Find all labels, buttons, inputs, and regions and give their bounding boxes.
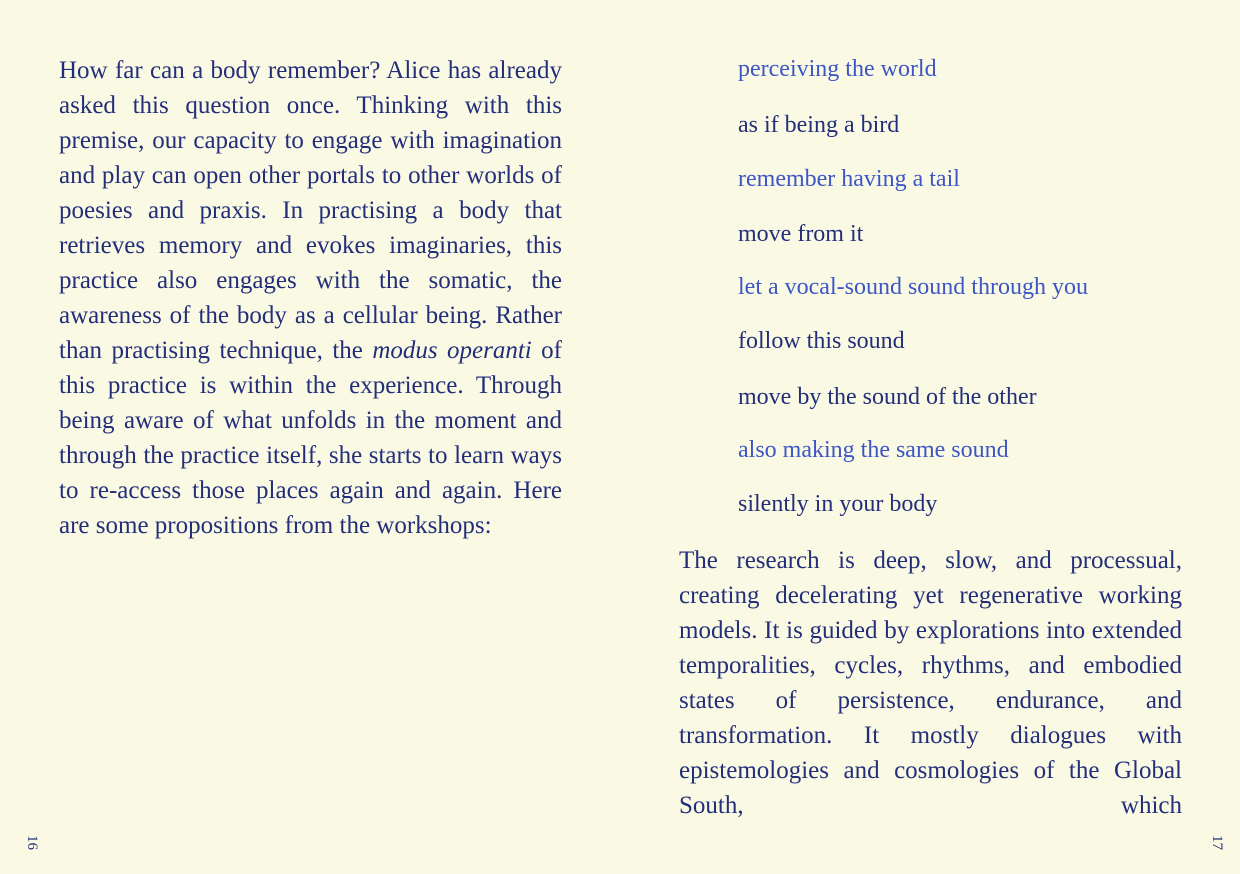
- page-number-left: 16: [24, 835, 40, 850]
- right-page: [620, 0, 1240, 874]
- poem-line: follow this sound: [738, 328, 905, 354]
- poem-line: let a vocal-sound sound through you: [738, 274, 1088, 300]
- poem-line: silently in your body: [738, 491, 938, 517]
- poem-line: move from it: [738, 221, 864, 247]
- poem-line: as if being a bird: [738, 112, 900, 138]
- poem-line: move by the sound of the other: [738, 384, 1037, 410]
- left-paragraph-italic: modus operanti: [372, 337, 532, 364]
- poem-line: also making the same sound: [738, 437, 1009, 463]
- left-paragraph-text-1: How far can a body remember? Alice has already asked this question once. Thinking with this premise, our capacity to engage with imagination and play can open other portals to other worlds of poesies and praxis. In practising a body that retrieves memory and evokes imaginaries, this practice also engages with the somatic, the awareness of the body as a cellular being. Rather than practising technique, the: [59, 57, 562, 364]
- page-number-right: 17: [1209, 835, 1225, 850]
- poem-line: remember having a tail: [738, 166, 960, 192]
- left-paragraph-text-2: of this practice is within the experience. Through being aware of what unfolds in the moment and through the practice itself, she starts to learn ways to re-access those places again and again. Here are some propositions from the workshops:: [59, 337, 563, 539]
- right-body-paragraph: The research is deep, slow, and processual, creating decelerating yet regenerative working models. It is guided by explorations into extended temporalities, cycles, rhythms, and embodied states of persistence, endurance, and transformation. It mostly dialogues with epistemologies and cosmologies of the Global South, which: [679, 547, 1182, 819]
- left-body-paragraph: [59, 53, 562, 543]
- poem-line: perceiving the world: [738, 56, 937, 82]
